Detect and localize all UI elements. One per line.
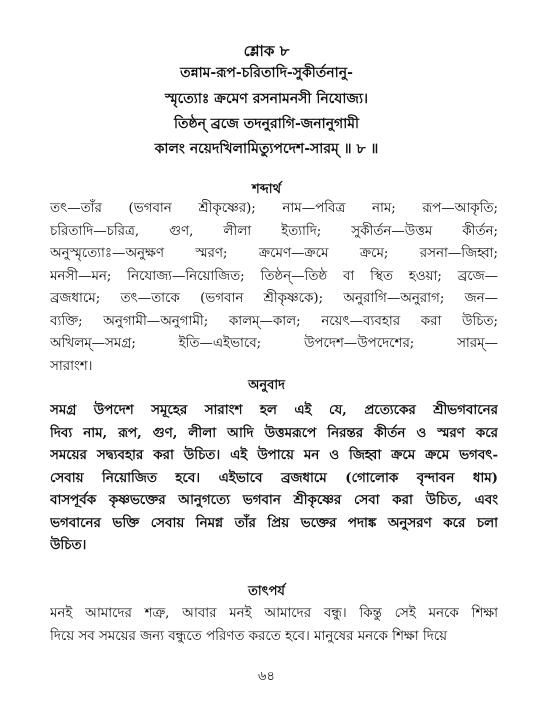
synonyms-title: শব্দার্থ — [251, 182, 281, 197]
translation-line: বাসপূর্বক কৃষ্ণভক্তের আনুগত্যে ভগবান শ্রীকৃষ্ণের সেবা করা উচিত, এবং — [50, 492, 498, 508]
purport-paragraph — [50, 603, 498, 648]
translation-title: অনুবাদ — [248, 378, 285, 393]
synonyms-line: ব্যক্তি; অনুগামী—অনুগামী; কালম্—কাল; নয়েৎ—ব্যবহার করা উচিত; — [50, 313, 498, 329]
translation-line: সময়ের সদ্ব্যবহার করা উচিত। এই উপায়ে মন ও জিহ্বা ক্রমে ক্রমে ভগবৎ- — [50, 447, 498, 463]
synonyms-line: ব্রজধামে; তৎ—তাকে (ভগবান শ্রীকৃষ্ণকে); অনুরাগি—অনুরাগ; জন— — [50, 291, 498, 306]
synonyms-paragraph — [50, 198, 498, 378]
synonyms-line: সারাংশ। — [50, 358, 93, 374]
synonyms-line: তৎ—তাঁর (ভগবান শ্রীকৃষ্ণের); নাম—পবিত্র নাম; রূপ—আকৃতি; — [50, 201, 498, 216]
page-number: ৬৪ — [258, 669, 275, 684]
purport-title: তাৎপর্য — [248, 584, 285, 599]
translation-line: ভগবানের ভক্তি সেবায় নিমগ্ন তাঁর প্রিয় ভক্তের পদাঙ্ক অনুসরণ করে চলা — [50, 514, 498, 531]
translation-line: সেবায় নিয়োজিত হবে। এইভাবে ব্রজধামে (গোলোক বৃন্দাবন ধাম) — [50, 469, 498, 486]
verse-line: তন্নাম-রূপ-চরিতাদি-সুকীর্তনানু- — [180, 65, 353, 81]
purport-line: দিয়ে সব সময়ের জন্য বন্ধুতে পরিণত করতে হবে। মানুষের মনকে শিক্ষা দিয়ে — [50, 628, 447, 644]
translation-line: উচিত। — [50, 537, 87, 553]
synonyms-line: চরিতাদি—চরিত্র, গুণ, লীলা ইত্যাদি; সুকীর্তন—উত্তম কীর্তন; — [50, 223, 498, 239]
verse-line: কালং নয়েদখিলামিত্যুপদেশ-সারম্ ॥ ৮ ॥ — [154, 141, 379, 157]
translation-line: দিব্য নাম, রূপ, গুণ, লীলা আদি উত্তমরূপে নিরন্তর কীর্তন ও স্মরণ করে — [50, 424, 498, 441]
translation-line: সমগ্র উপদেশ সমূহের সারাংশ হল এই যে, প্রত্যেকের শ্রীভগবানের — [50, 402, 498, 418]
verse-line: স্মৃত্যোঃ ক্রমেণ রসনামনসী নিযোজ্য। — [164, 91, 369, 107]
verse-line: তিষ্ঠন্ ব্রজে তদনুরাগি-জনানুগামী — [173, 116, 360, 132]
synonyms-line: অনুস্মৃত্যোঃ—অনুক্ষণ স্মরণ; ক্রমেণ—ক্রমে ক্রমে; রসনা—জিহ্বা; — [50, 246, 498, 261]
translation-paragraph — [50, 399, 498, 557]
synonyms-line: মনসী—মন; নিযোজ্য—নিয়োজিত; তিষ্ঠন্—তিষ্ঠ বা স্থিত হওয়া; ব্রজে— — [50, 268, 498, 284]
synonyms-line: অখিলম্—সমগ্র; ইতি—এইভাবে; উপদেশ—উপদেশের; সারম্— — [50, 336, 498, 351]
purport-line: মনই আমাদের শত্রু, আবার মনই আমাদের বন্ধু। কিন্তু সেই মনকে শিক্ষা — [50, 606, 498, 621]
verse-title: শ্লোক ৮ — [243, 42, 290, 60]
